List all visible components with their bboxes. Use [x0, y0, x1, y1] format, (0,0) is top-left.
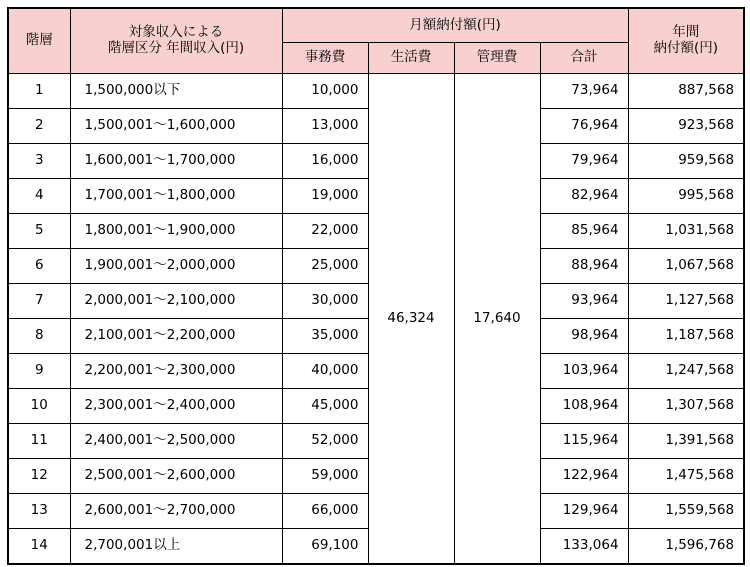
cell-jimu: 10,000 [282, 74, 368, 109]
cell-level: 8 [8, 319, 70, 354]
cell-income: 2,200,001～2,300,000 [70, 354, 282, 389]
cell-annual: 1,127,568 [628, 284, 744, 319]
cell-total: 93,964 [540, 284, 628, 319]
cell-jimu: 19,000 [282, 179, 368, 214]
header-income-line2: 階層区分 年間収入(円) [107, 40, 245, 56]
cell-total: 85,964 [540, 214, 628, 249]
header-annual [628, 8, 744, 74]
cell-total: 103,964 [540, 354, 628, 389]
cell-total: 115,964 [540, 424, 628, 459]
cell-level: 2 [8, 109, 70, 144]
cell-annual: 995,568 [628, 179, 744, 214]
header-seikatsu: 生活費 [368, 43, 454, 74]
cell-level: 7 [8, 284, 70, 319]
cell-annual: 1,307,568 [628, 389, 744, 424]
cell-jimu: 52,000 [282, 424, 368, 459]
cell-total: 88,964 [540, 249, 628, 284]
cell-income: 2,300,001～2,400,000 [70, 389, 282, 424]
cell-annual: 959,568 [628, 144, 744, 179]
cell-level: 13 [8, 494, 70, 529]
cell-total: 76,964 [540, 109, 628, 144]
cell-jimu: 16,000 [282, 144, 368, 179]
header-annual-line2: 納付額(円) [653, 40, 719, 56]
cell-level: 14 [8, 529, 70, 565]
cell-jimu: 59,000 [282, 459, 368, 494]
cell-jimu: 25,000 [282, 249, 368, 284]
table-row [8, 74, 744, 109]
cell-total: 79,964 [540, 144, 628, 179]
cell-income: 1,900,001～2,000,000 [70, 249, 282, 284]
cell-total: 122,964 [540, 459, 628, 494]
cell-level: 10 [8, 389, 70, 424]
cell-level: 4 [8, 179, 70, 214]
cell-annual: 1,031,568 [628, 214, 744, 249]
cell-income: 2,700,001以上 [70, 529, 282, 565]
header-monthly: 月額納付額(円) [282, 8, 628, 43]
header-jimu: 事務費 [282, 43, 368, 74]
header-total: 合計 [540, 43, 628, 74]
cell-level: 5 [8, 214, 70, 249]
cell-jimu: 13,000 [282, 109, 368, 144]
cell-jimu: 30,000 [282, 284, 368, 319]
table-body [8, 74, 744, 565]
cell-seikatsu: 46,324 [368, 74, 454, 565]
cell-income: 2,000,001～2,100,000 [70, 284, 282, 319]
header-annual-line1: 年間 [672, 24, 700, 41]
cell-income: 2,500,001～2,600,000 [70, 459, 282, 494]
cell-annual: 1,596,768 [628, 529, 744, 565]
cell-jimu: 45,000 [282, 389, 368, 424]
cell-level: 3 [8, 144, 70, 179]
cell-income: 2,400,001～2,500,000 [70, 424, 282, 459]
cell-total: 108,964 [540, 389, 628, 424]
cell-level: 12 [8, 459, 70, 494]
cell-total: 73,964 [540, 74, 628, 109]
cell-total: 133,064 [540, 529, 628, 565]
cell-income: 1,700,001～1,800,000 [70, 179, 282, 214]
cell-level: 11 [8, 424, 70, 459]
cell-total: 82,964 [540, 179, 628, 214]
cell-jimu: 40,000 [282, 354, 368, 389]
cell-income: 1,500,001～1,600,000 [70, 109, 282, 144]
cell-annual: 1,187,568 [628, 319, 744, 354]
cell-annual: 1,247,568 [628, 354, 744, 389]
cell-level: 6 [8, 249, 70, 284]
cell-income: 1,500,000以下 [70, 74, 282, 109]
cell-annual: 1,559,568 [628, 494, 744, 529]
header-kanri: 管理費 [454, 43, 540, 74]
cell-jimu: 69,100 [282, 529, 368, 565]
cell-total: 129,964 [540, 494, 628, 529]
cell-jimu: 22,000 [282, 214, 368, 249]
cell-level: 1 [8, 74, 70, 109]
cell-annual: 1,475,568 [628, 459, 744, 494]
cell-annual: 923,568 [628, 109, 744, 144]
cell-annual: 1,391,568 [628, 424, 744, 459]
cell-annual: 887,568 [628, 74, 744, 109]
header-income [70, 8, 282, 74]
cell-income: 1,800,001～1,900,000 [70, 214, 282, 249]
cell-income: 1,600,001～1,700,000 [70, 144, 282, 179]
cell-jimu: 35,000 [282, 319, 368, 354]
cell-jimu: 66,000 [282, 494, 368, 529]
fee-table [7, 7, 745, 565]
cell-kanri: 17,640 [454, 74, 540, 565]
header-income-line1: 対象収入による [128, 24, 224, 41]
cell-income: 2,600,001～2,700,000 [70, 494, 282, 529]
cell-total: 98,964 [540, 319, 628, 354]
header-level: 階層 [8, 8, 70, 74]
cell-income: 2,100,001～2,200,000 [70, 319, 282, 354]
cell-annual: 1,067,568 [628, 249, 744, 284]
cell-level: 9 [8, 354, 70, 389]
